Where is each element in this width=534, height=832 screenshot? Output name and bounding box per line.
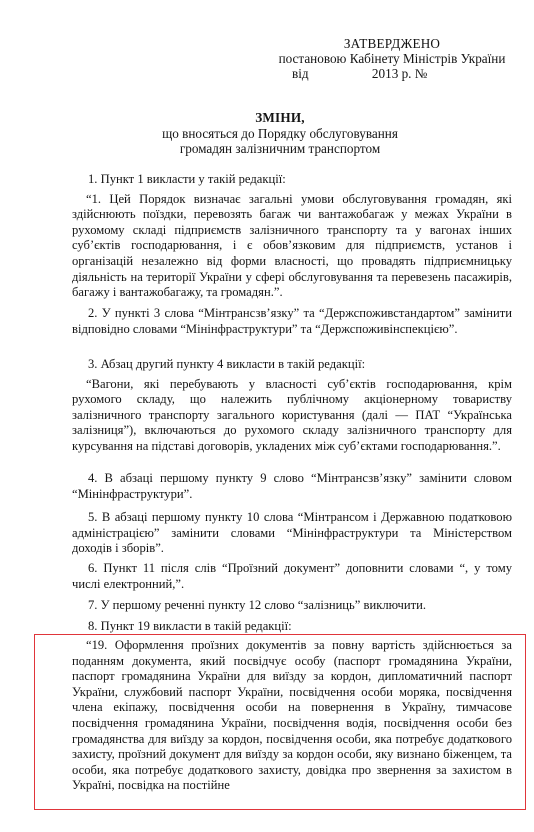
document-heading [60,110,500,156]
item-2 [72,306,512,337]
approval-block [262,36,522,81]
item-4 [72,471,512,502]
item-3-text: “Вагони, які перебувають у власності суб’єктів господарювання, крім рухомого складу, що належить публічному акціонерному товариству залізничного транспорту загального користування (далі — ПАТ “Українська залізниця”), включаються до рухомого складу залізничного транспорту для курсування на підставі договорів, укладених між суб’єктами господарювання.”. [72,376,512,453]
item-7 [72,598,512,614]
item-8 [72,619,512,635]
item-7-text: 7. У першому реченні пункту 12 слово “залізниць” виключити. [88,598,427,612]
document-title: ЗМІНИ, [255,110,305,125]
document-subtitle-line-1: що вносяться до Порядку обслуговування [162,126,398,141]
item-1-text: “1. Цей Порядок визначає загальні умови обслуговування громадян, які здійснюють поїздки, перевозять багаж чи вантажобагаж у межах України в рухомому складі підприємств залізничного транспорту та у вагонах інших суб’єктів господарювання, і є обов’язковим для підприємств, установ і організацій незалежно від форми власності, що провадять підприємницьку діяльність на території України у сфері обслуговування та перевезень пасажирів, багажу і вантажобагажу, та громадян.”. [72,191,512,300]
item-5 [72,510,512,557]
item-5-text: 5. В абзаці першому пункту 10 слова “Мінтрансом і Державною податковою адміністрацією” замінити словами “Мінінфраструктури та Міністерством доходів і зборів”. [72,510,512,556]
item-8-intro: 8. Пункт 19 викласти в такій редакції: [88,619,292,633]
item-1-intro: 1. Пункт 1 викласти у такій редакції: [88,172,286,186]
item-2-text: 2. У пункті 3 слова “Мінтрансзв’язку” та “Держспоживстандартом” замінити відповідно словами “Мінінфраструктури” та “Держспоживінспекцією”. [72,306,512,336]
item-3-intro: 3. Абзац другий пункту 4 викласти в такій редакції: [88,357,366,371]
item-4-text: 4. В абзаці першому пункту 9 слово “Мінтрансзв’язку” замінити словом “Мінінфраструктури”. [72,471,512,501]
item-8-text: “19. Оформлення проїзних документів за повну вартість здійснюється за поданням документа, який посвідчує особу (паспорт громадянина України, паспорт громадянина України для виїзду за кордон, дипломатичний паспорт України, службовий паспорт України, посвідчення особи моряка, посвідчення члена екіпажу, посвідчення особи на повернення в Україну, тимчасове посвідчення громадянина України, посвідчення водія, посвідчення особи без громадянства для виїзду за кордон, посвідчення особи, яка потребує додаткового захисту, проїзний документ для виїзду за кордон особи, яку визнано біженцем, та особи, яка потребує додаткового захисту, довідка про звернення за захистом в Україні, посвідка на постійне [72,638,512,793]
highlight-box [34,634,526,810]
approval-date-prefix: від [292,66,309,81]
document-subtitle-line-2: громадян залізничним транспортом [179,141,381,156]
item-1 [72,172,512,301]
approval-date-line [262,66,522,81]
item-3 [72,357,512,455]
approval-date-year: 2013 р. № [371,66,428,81]
item-6 [72,561,512,592]
approval-resolution: постановою Кабінету Міністрів України [278,51,506,66]
approval-title: ЗАТВЕРДЖЕНО [343,36,441,51]
item-6-text: 6. Пункт 11 після слів “Проїзний документ” доповнити словами “, у тому числі електронний,”. [72,561,512,591]
